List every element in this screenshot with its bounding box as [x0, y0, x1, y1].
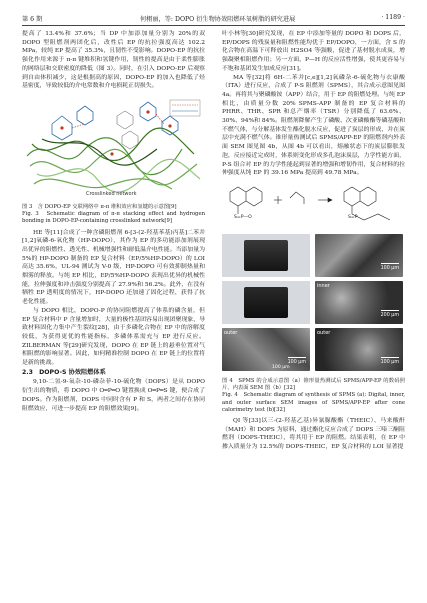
digital-photo-1 — [222, 234, 310, 277]
synthesis-scheme — [222, 180, 405, 230]
figure-3 — [22, 94, 205, 226]
section-heading: 2.3 DOPO-S 协效阻燃体系 — [22, 368, 106, 376]
scale-bar: 100 μm — [381, 265, 399, 274]
sem-image-1 — [315, 234, 403, 277]
scale-bar: 100 μm — [381, 359, 399, 368]
right-column — [222, 30, 405, 452]
svg-text:S=P: S=P — [348, 214, 358, 220]
crosslinked-network-diagram — [22, 94, 205, 202]
figure-3-caption-cn: 图 3 含 DOPO-EP 交联网络中 π-π 堆积效应和氢键的示意图[9] — [22, 203, 177, 210]
paragraph: 与 DOPO 相比，DOPO-P 的协同阻燃提高了体系的磷含量，但 EP 复合材料中 P 含量增加时，大量的极性基团容易出现团聚现象，导致材料固化力集中产生裂纹[28]，由于多磷化合物在 EP 中的溶解度较低，为获得更优的性能指标，多磷体系需充与 EP 进行反应。ZILBERMAN 等[29]研究发现，DOPO 在 EP 链上的悬垂位置对气相阻燃的影响显著。因此，如何精准控制 DOPO 在 EP 链上的位置将是新的挑战。 — [22, 307, 205, 367]
sem-label: outer — [224, 329, 238, 336]
svg-text:S=P—O: S=P—O — [234, 214, 252, 220]
figure-4-image — [222, 180, 405, 376]
paragraph: HE 等[11]合成了一种含磷阻燃剂 6-[3-(2-羟基苯基)丙基]二苯并[1,2]氧磷-6-氧化物（HP-DOPO），其作为 EP 的多功能添加剂展现出优异的阻燃性、透光性、机械增强性和耐低温介电性能。当添加量为 5%的 HP-DOPO 制备的 EP 复合材料（EP/5%HP-DOPO）的 LOI 高达 35.6%，UL-94 测试为 V-0 级，HP-DOPO 可有效抑制热量和烟雾的释放。与纯 EP 相比，EP/5%HP-DOPO 表现出优异的机械性能，拉伸强度和冲击强度分别提高了 27.9%和 56.2%。此外，在没有牺牲 EP 透明度的情况下，HP-DOPO 还加速了固化过程，获得了抗老化性能。 — [22, 229, 205, 306]
figure-3-label: Crosslinked network — [86, 190, 137, 197]
issue-number: 第 6 期 — [22, 16, 43, 23]
char-sample-image — [244, 287, 288, 318]
sem-image-2 — [315, 281, 403, 324]
header-divider — [22, 25, 405, 26]
scale-bar: 100 μm — [288, 359, 306, 368]
char-sample-image — [244, 240, 288, 271]
left-column — [22, 30, 205, 413]
paragraph: 叶小林等[30]研究发现，在 EP 中添加等量的 DOPO 和 DOPS 后，EP/DOPS 的残炭量和阻燃性能均优于 EP/DOPO，一方面，含 S 的化合物在高温下可释放出 H2SO4 等强酸，促进了基材脱水成炭，增强凝聚相阻燃作用；另一方面，P—H 的反应活性增强，使其更容易与不饱和基团发生加成反应[31]。 — [222, 31, 405, 72]
figure-4-caption-cn: 图 4 SPMS 的合成示意图（a）锥形量热测试后 SPMS/APP-EP 的数码照片、内表面 SEM 图（b）[32] — [222, 377, 405, 392]
running-title: 何栩丽，等: DOPO 衍生物协效阻燃环氧树脂的研究进展 — [140, 16, 296, 23]
paragraph: QI 等[33]以三-(2-羟基乙基)异氰脲酸酯（THEIC）、马来酸酐（MAH）和 DOPS 为原料，通过酯化反应合成了 DOPS 三嗪三酮阻燃剂（DOPS-THEIC），将其用于 EP 的阻燃。结果表明，在 EP 中掺入质量分为 12.5%的 DOPS-THEIC，EP 复合材料的 LOI 显著提 — [222, 417, 405, 451]
figure-4-label: 100 μm — [272, 364, 290, 370]
page-number: · 1189 · — [381, 14, 405, 21]
sem-image-3 — [222, 328, 310, 371]
scale-bar: 200 μm — [381, 312, 399, 321]
figure-3-image — [22, 94, 205, 202]
paragraph: MA 等[32]将 6H-二苯并[c,e][1,2]氧磷杂-6-硫化物与衣康酸（ITA）进行反应，合成了 P-S 阻燃剂（SPMS），其合成示意图见图 4a。再将其与聚磷酸铵（APP）结合，用于 EP 的阻燃处理。与纯 EP 相比，由质量分数 20% SPMS-APP 制备的 EP 复合材料的 PHRR、THR、SPR 和总产烟率（TSR）分别降低了 63.6%、30%、94%和 84%。阻燃剂降解产生了磷酸、次亚磷酸酯等磷基酸和不燃气体，与分解基体发生酯化脱水反应，促进了炭层的形成，并在炭层中充满不燃气体。锥形量热测试后 SPMS/APP-EP 的阻燃剂内外表面 SEM 图见图 4b，从图 4b 可以看出，熔融状态下的炭层膨胀发泡，反应接近完成时，体系则变化形成多孔泡沫炭层，力学性能方面，P-S 组合对 EP 的力学性能起到显著的增强和增韧作用，复合材料的拉伸强度从纯 EP 的 39.16 MPa 提高到 49.78 MPa。 — [222, 74, 405, 177]
figure-4-caption-en: Fig. 4 Schematic diagram of synthesis of SPMS (a); Digital, inner, and outer surface SEM images of SPMS/APP-EP after cone calorimetry test (b)[32] — [222, 392, 405, 413]
figure-3-caption-en: Fig. 3 Schematic diagram of π-π stacking effect and hydrogen bonding in DOPO-EP-containing crosslinked network[9] — [22, 211, 205, 225]
sem-label: outer — [317, 329, 331, 336]
figure-4 — [222, 180, 405, 414]
digital-photo-2 — [222, 281, 310, 324]
paragraph: 9,10-二氢-9-氧杂-10-磷杂菲-10-硫化物（DOPS）是从 DOPO 衍生出的物质，将 DOPO 中 O═P═O 键置换成 O═P═S 键，便合成了 DOPS。作为阻燃剂，DOPS 中同时含有 P 和 S，两者之间存在协同阻燃效应，可进一步提高 EP 的阻燃效果[9]。 — [22, 379, 205, 412]
sem-image-4 — [315, 328, 403, 371]
paragraph: 提高了 13.4%和 37.6%；当 DP 中加添加量分别为 20%的双 DOPO 型阻燃剂两团化后，改性后 EP 的抗拉强度高达 102.2 MPa，较纯 EP 提高了 35.3%，且韧性不受影响。DOPO-EP 的抗拉强化作用来源于 π-π 键堆积和氢键作用，韧性的提高是由于柔性膨胀的网络层和交联密度的降低（图 3）。同时，在引入 DOPO-EP 后观察到自由体积减少，这是根据高的原因，DOPO-EP 的加入也降低了烃基密度，导致较低的介电常数和介电损耗正切损失。 — [22, 31, 205, 90]
sem-label: inner — [317, 282, 330, 289]
